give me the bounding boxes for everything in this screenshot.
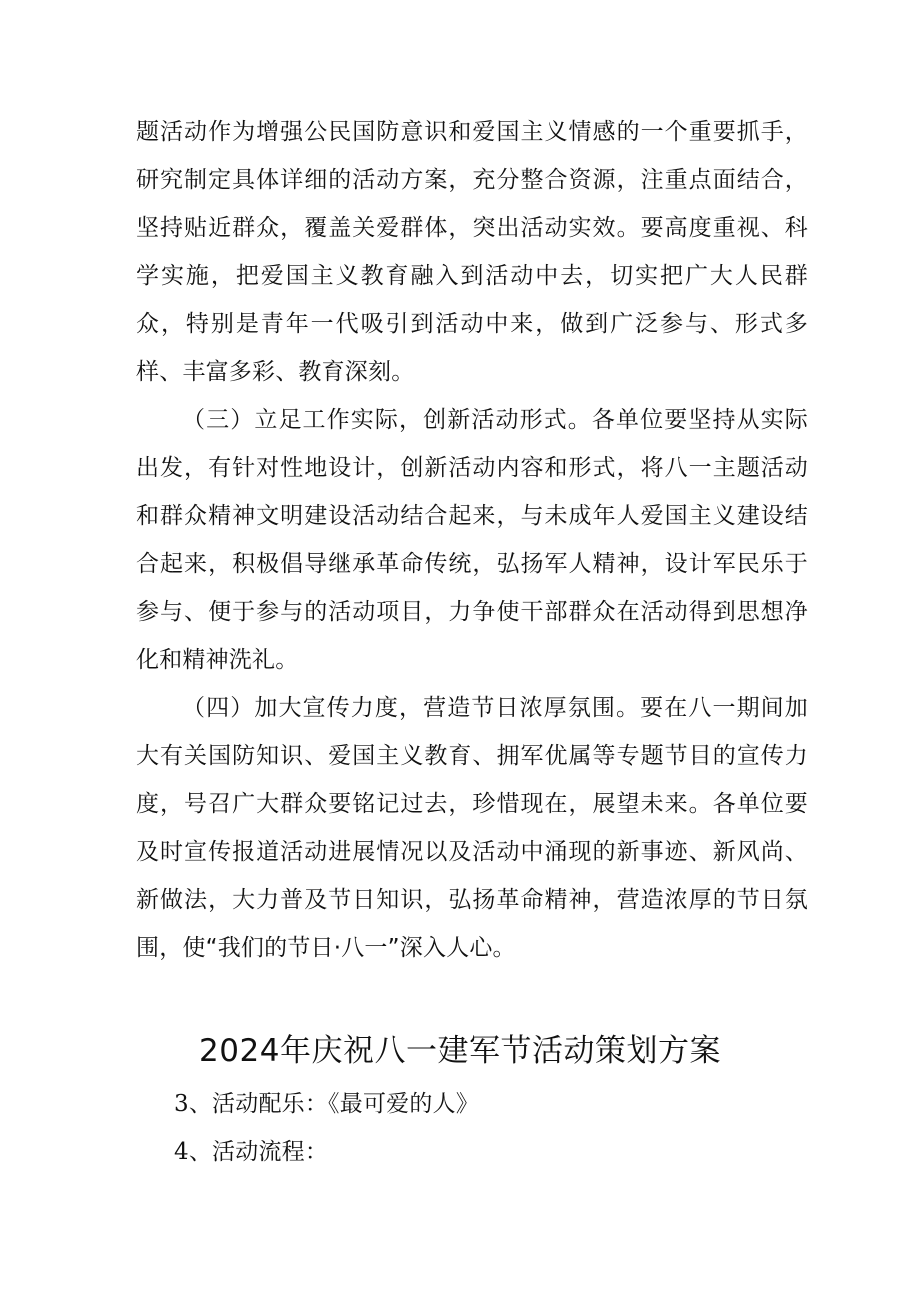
list-item-text: 、活动配乐：《最可爱的人》 bbox=[188, 1091, 479, 1117]
list-item-number: 4 bbox=[174, 1139, 189, 1165]
list-item-music bbox=[174, 1082, 479, 1126]
paragraph-continuation: 题活动作为增强公民国防意识和爱国主义情感的一个重要抓手，研究制定具体详细的活动方案，充分整合资源，注重点面结合，坚持贴近群众，覆盖关爱群体，突出活动实效。要高度重视、科学实施，把爱国主义教育融入到活动中去，切实把广大人民群众，特别是青年一代吸引到活动中来，做到广泛参与、形式多样、丰富多彩、教育深刻。 bbox=[136, 119, 808, 385]
title-year: 2024 bbox=[199, 1033, 280, 1069]
document-title bbox=[0, 1024, 920, 1078]
list-item-process bbox=[174, 1130, 328, 1174]
paragraph-section-four: （四）加大宣传力度，营造节日浓厚氛围。要在八一期间加大有关国防知识、爱国主义教育、拥军优属等专题节目的宣传力度，号召广大群众要铭记过去，珍惜现在，展望未来。各单位要及时宣传报道活动进展情况以及活动中涌现的新事迹、新风尚、新做法，大力普及节日知识，弘扬革命精神，营造浓厚的节日氛围，使“我们的节日·八一”深入人心。 bbox=[136, 695, 808, 961]
list-item-text: 、活动流程： bbox=[188, 1139, 329, 1165]
list-item-number: 3 bbox=[174, 1091, 189, 1117]
title-text: 年庆祝八一建军节活动策划方案 bbox=[279, 1033, 721, 1069]
paragraph-section-three: （三）立足工作实际，创新活动形式。各单位要坚持从实际出发，有针对性地设计，创新活动内容和形式，将八一主题活动和群众精神文明建设活动结合起来，与未成年人爱国主义建设结合起来，积极倡导继承革命传统，弘扬军人精神，设计军民乐于参与、便于参与的活动项目，力争使干部群众在活动得到思想净化和精神洗礼。 bbox=[136, 407, 808, 673]
